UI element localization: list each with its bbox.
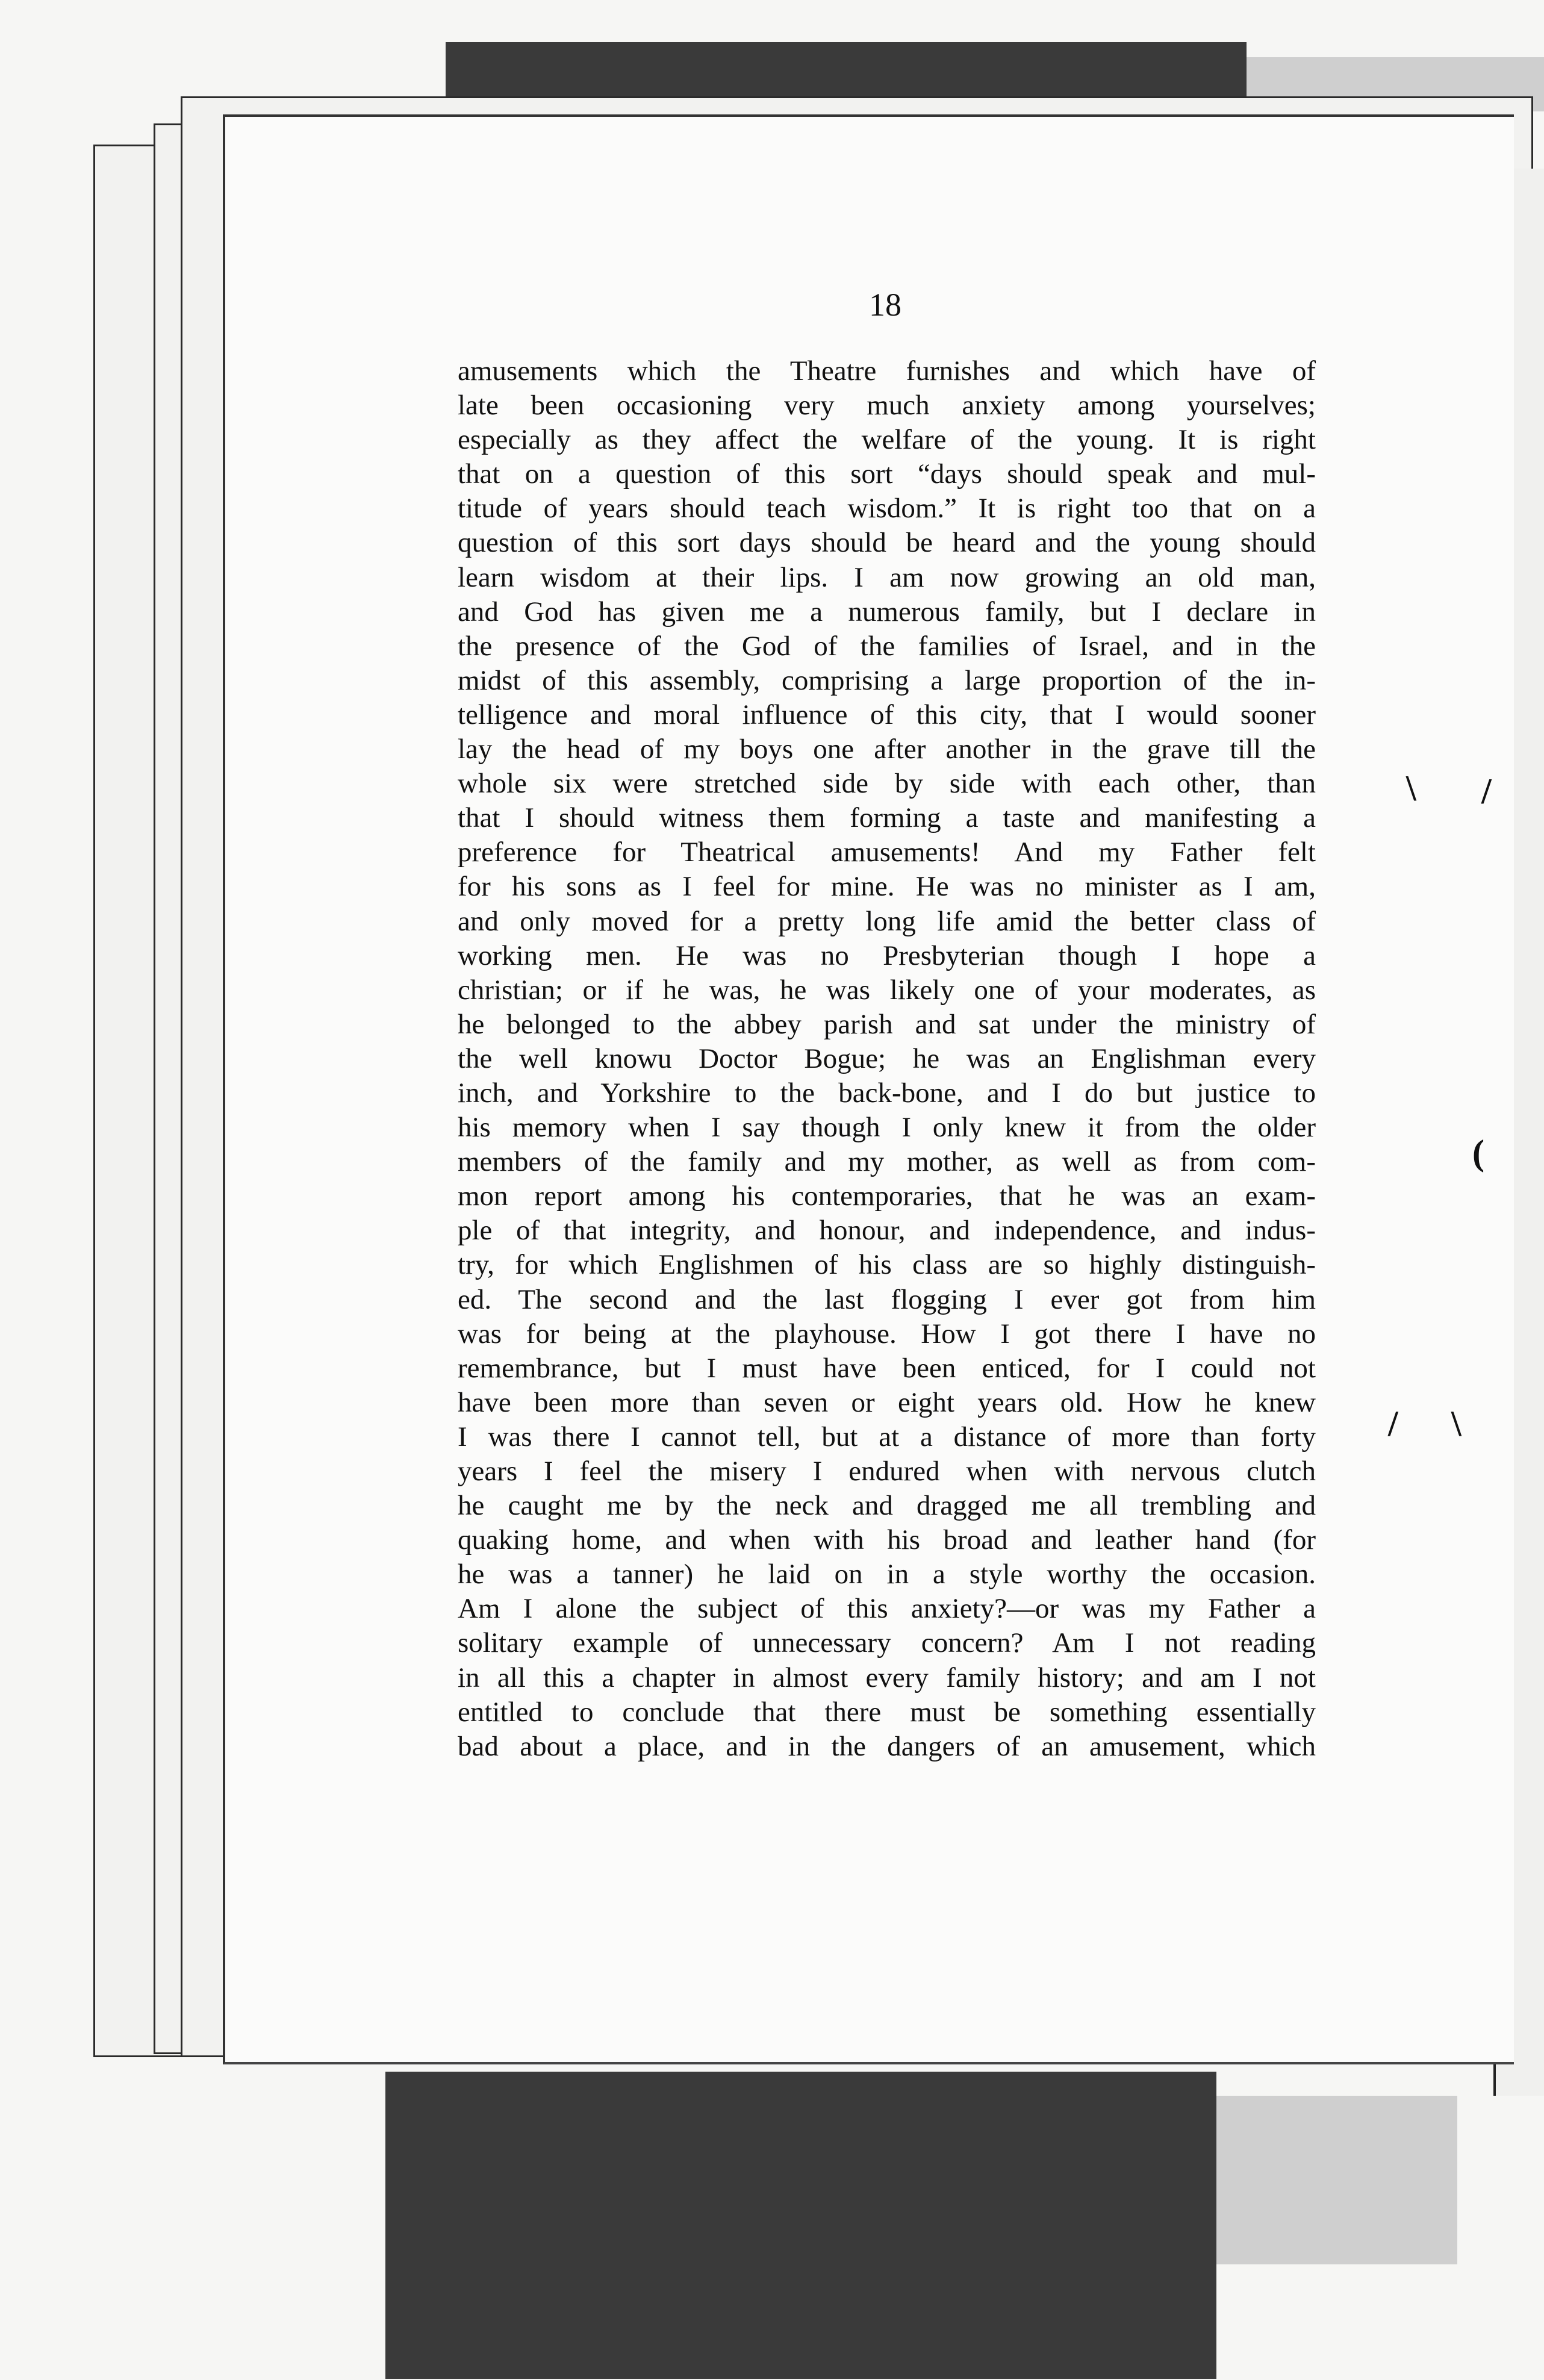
text-line: ed. The second and the last flogging I ever got from him (458, 1283, 1316, 1315)
text-line: titude of years should teach wisdom.” It is right too that on a (458, 493, 1316, 525)
text-line: I was there I cannot tell, but at a distance of more than forty (458, 1421, 1316, 1453)
text-line: amusements which the Theatre furnishes and which have of (458, 355, 1316, 387)
text-line: remembrance, but I must have been enticed, for I could not (458, 1352, 1316, 1384)
text-line: he belonged to the abbey parish and sat under the ministry of (458, 1008, 1316, 1040)
film-background-bottom-right (1216, 2096, 1457, 2264)
text-line: was for being at the playhouse. How I got there I have no (458, 1318, 1316, 1350)
text-line: question of this sort days should be heard and the young should (458, 527, 1316, 559)
text-line: he was a tanner) he laid on in a style worthy the occasion. (458, 1559, 1316, 1590)
text-line: for his sons as I feel for mine. He was no minister as I am, (458, 871, 1316, 903)
page-number: 18 (869, 287, 901, 323)
text-line: members of the family and my mother, as well as from com- (458, 1146, 1316, 1178)
text-line: entitled to conclude that there must be something essentially (458, 1696, 1316, 1728)
text-line: and God has given me a numerous family, but I declare in (458, 596, 1316, 628)
film-background-bottom (385, 2072, 1216, 2379)
text-line: especially as they affect the welfare of the young. It is right (458, 424, 1316, 456)
text-line: try, for which Englishmen of his class are so highly distinguish- (458, 1249, 1316, 1281)
text-line: working men. He was no Presbyterian though I hope a (458, 939, 1316, 971)
text-line: Am I alone the subject of this anxiety?—or was my Father a (458, 1593, 1316, 1625)
text-line: quaking home, and when with his broad and leather hand (for (458, 1524, 1316, 1556)
text-line: learn wisdom at their lips. I am now growing an old man, (458, 561, 1316, 593)
text-line: late been occasioning very much anxiety among yourselves; (458, 390, 1316, 422)
text-line: lay the head of my boys one after another in the grave till the (458, 734, 1316, 765)
text-line: whole six were stretched side by side with each other, than (458, 768, 1316, 800)
text-line: inch, and Yorkshire to the back-bone, and I do but justice to (458, 1077, 1316, 1109)
text-line: the presence of the God of the families of Israel, and in the (458, 630, 1316, 662)
text-line: solitary example of unnecessary concern? Am I not reading (458, 1627, 1316, 1659)
edge-mark: ( (1472, 1133, 1484, 1173)
text-line: in all this a chapter in almost every family history; and am I not (458, 1662, 1316, 1693)
edge-mark: \ (1406, 768, 1416, 808)
text-line: midst of this assembly, comprising a large proportion of the in- (458, 664, 1316, 696)
text-line: bad about a place, and in the dangers of an amusement, which (458, 1730, 1316, 1762)
text-line: years I feel the misery I endured when with nervous clutch (458, 1456, 1316, 1487)
edge-mark: \ (1451, 1404, 1462, 1444)
text-line: have been more than seven or eight years old. How he knew (458, 1386, 1316, 1418)
text-line: that on a question of this sort “days should speak and mul- (458, 458, 1316, 490)
text-line: preference for Theatrical amusements! And my Father felt (458, 836, 1316, 868)
text-line: that I should witness them forming a taste and manifesting a (458, 802, 1316, 834)
text-line: his memory when I say though I only knew it from the older (458, 1112, 1316, 1144)
text-line: telligence and moral influence of this city, that I would sooner (458, 699, 1316, 731)
edge-mark: / (1388, 1404, 1398, 1444)
text-line: ple of that integrity, and honour, and independence, and indus- (458, 1215, 1316, 1247)
text-line: the well knowu Doctor Bogue; he was an Englishman every (458, 1042, 1316, 1074)
text-line: and only moved for a pretty long life amid the better class of (458, 905, 1316, 937)
body-text (458, 354, 1316, 1764)
text-line: mon report among his contemporaries, that he was an exam- (458, 1180, 1316, 1212)
text-line: christian; or if he was, he was likely one of your moderates, as (458, 974, 1316, 1006)
edge-mark: / (1481, 771, 1492, 811)
text-line: he caught me by the neck and dragged me all trembling and (458, 1490, 1316, 1522)
